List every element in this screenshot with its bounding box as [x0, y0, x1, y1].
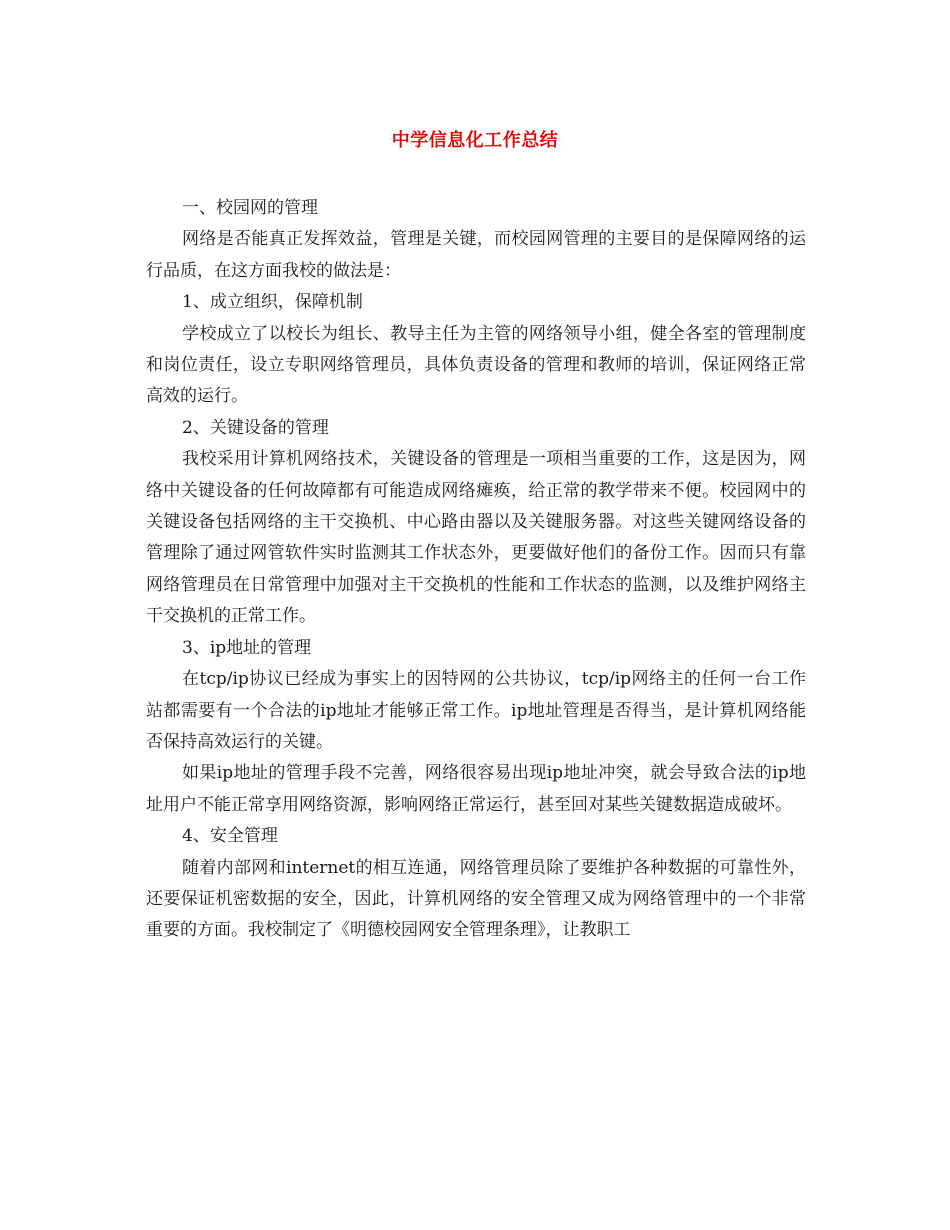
subheading-ip-address: 3、ip地址的管理 — [182, 637, 312, 658]
document-body — [146, 193, 806, 947]
paragraph-security: 随着内部网和internet的相互连通，网络管理员除了要维护各种数据的可靠性外，还要保证机密数据的安全，因此，计算机网络的安全管理又成为网络管理中的一个非常重要的方面。我校制定了《明德校园网安全管理条理》，让教职工 — [146, 857, 806, 941]
paragraph-key-devices: 我校采用计算机网络技术，关键设备的管理是一项相当重要的工作，这是因为，网络中关键设备的任何故障都有可能造成网络瘫痪，给正常的教学带来不便。校园网中的关键设备包括网络的主干交换机、中心路由器以及关键服务器。对这些关键网络设备的管理除了通过网管软件实时监测其工作状态外，更要做好他们的备份工作。因而只有靠网络管理员在日常管理中加强对主干交换机的性能和工作状态的监测，以及维护网络主干交换机的正常工作。 — [146, 449, 806, 627]
subheading-organization: 1、成立组织，保障机制 — [182, 292, 363, 313]
subheading-key-devices: 2、关键设备的管理 — [182, 417, 329, 438]
paragraph-ip-address: 在tcp/ip协议已经成为事实上的因特网的公共协议，tcp/ip网络主的任何一台工作站都需要有一个合法的ip地址才能够正常工作。ip地址管理是否得当，是计算机网络能否保持高效运行的关键。 — [146, 669, 806, 752]
paragraph-organization: 学校成立了以校长为组长、教导主任为主管的网络领导小组，健全各室的管理制度和岗位责任，设立专职网络管理员，具体负责设备的管理和教师的培训，保证网络正常高效的运行。 — [146, 323, 806, 407]
document-title: 中学信息化工作总结 — [391, 130, 559, 151]
paragraph-ip-conflict: 如果ip地址的管理手段不完善，网络很容易出现ip地址冲突，就会导致合法的ip地址用户不能正常享用网络资源，影响网络正常运行，甚至回对某些关键数据造成破坏。 — [146, 763, 806, 815]
subheading-security: 4、安全管理 — [182, 826, 278, 847]
section-heading-network-management: 一、校园网的管理 — [182, 198, 318, 218]
paragraph-intro: 网络是否能真正发挥效益，管理是关键，而校园网管理的主要目的是保障网络的运行品质，在这方面我校的做法是： — [146, 229, 806, 281]
